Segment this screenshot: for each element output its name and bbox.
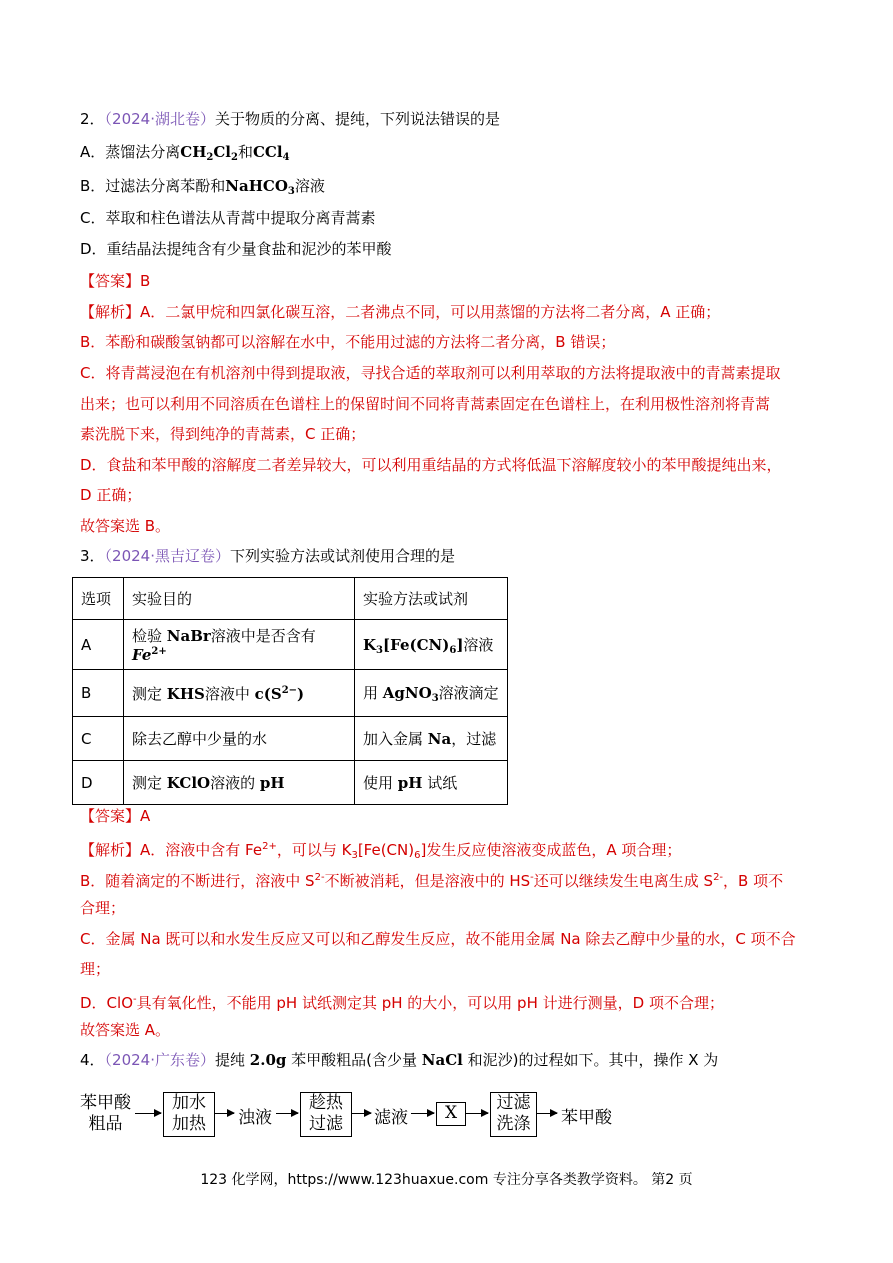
- flow-arrow: [214, 1113, 234, 1114]
- formula-ch2cl2: $CH_2Cl_2$: [180, 143, 238, 163]
- q4-source-tag: （2024·广东卷）: [104, 1051, 215, 1069]
- q2-explanation-line: B．苯酚和碳酸氢钠都可以溶解在水中，不能用过滤的方法将二者分离，B 错误；: [80, 333, 616, 351]
- purpose-cell: 检验 NaBr溶液中是否含有 $Fe^{2+}$: [124, 620, 355, 670]
- q4-stem: 4．（2024·广东卷）提纯 2.0g 苯甲酸粗品(含少量 NaCl 和泥沙)的过程如下。其中，操作 X 为: [80, 1051, 719, 1069]
- table-header-cell: 选项: [73, 578, 124, 620]
- q3-explanation-line: 合理；: [80, 899, 126, 917]
- flow-arrow: [351, 1113, 371, 1114]
- q2-answer: 【答案】B: [80, 272, 151, 290]
- flow-arrow: [465, 1113, 488, 1114]
- method-cell: 使用 pH 试纸: [355, 761, 508, 805]
- option-cell: A: [73, 620, 124, 670]
- q3-explanation-line: 【解析】A．溶液中含有 $Fe^{2+}$，可以与 $K_3[Fe(CN)_6]$发生反应使溶液变成蓝色，A 项合理；: [80, 841, 682, 861]
- option-cell: C: [73, 717, 124, 761]
- option-cell: D: [73, 761, 124, 805]
- flow-intermediate: 滤液: [374, 1108, 408, 1128]
- q3-explanation-line: B．随着滴定的不断进行，溶液中 $S^{2-}$不断被消耗，但是溶液中的 HS-还可以继续发生电离生成 $S^{2-}$，B 项不: [80, 872, 784, 890]
- q2-option-b: B．过滤法分离苯酚和NaHCO$_3$溶液: [80, 177, 325, 197]
- q3-source-tag: （2024·黑吉辽卷）: [104, 547, 230, 565]
- table-row: [73, 620, 508, 670]
- method-cell: 加入金属 Na，过滤: [355, 717, 508, 761]
- formula-ccl4: CCl$_4$: [252, 143, 290, 163]
- flow-arrow: [536, 1113, 557, 1114]
- table-row: [73, 717, 508, 761]
- formula-nahco3: NaHCO$_3$: [225, 177, 295, 197]
- page-footer: 123 化学网，https://www.123huaxue.com 专注分享各类教学资料。 第2 页: [200, 1172, 693, 1188]
- q3-answer: 【答案】A: [80, 807, 151, 825]
- flow-start: 苯甲酸 粗品: [80, 1093, 131, 1134]
- flow-arrow: [135, 1113, 161, 1114]
- flow-step-box: 趁热 过滤: [300, 1092, 352, 1137]
- method-cell: 用 AgNO$_3$溶液滴定: [355, 670, 508, 717]
- q2-explanation-line: 【解析】A．二氯甲烷和四氯化碳互溶，二者沸点不同，可以用蒸馏的方法将二者分离，A 正确；: [80, 303, 721, 321]
- flow-arrow: [276, 1113, 298, 1114]
- purpose-cell: 测定 KHS溶液中 $c(S^{2-})$: [124, 670, 355, 717]
- q3-options-table: [72, 577, 508, 805]
- table-header-cell: 实验方法或试剂: [355, 578, 508, 620]
- table-row: [73, 670, 508, 717]
- q2-stem: 2．（2024·湖北卷）关于物质的分离、提纯，下列说法错误的是: [80, 110, 501, 128]
- table-row: [73, 761, 508, 805]
- flow-step-box-x: X: [436, 1102, 466, 1126]
- q2-explanation-line: C．将青蒿浸泡在有机溶剂中得到提取液，寻找合适的萃取剂可以利用萃取的方法将提取液中的青蒿素提取: [80, 364, 781, 382]
- purpose-cell: 测定 KClO溶液的 pH: [124, 761, 355, 805]
- method-cell: $K_3[Fe(CN)_6]$溶液: [355, 620, 508, 670]
- q2-option-d: D．重结晶法提纯含有少量食盐和泥沙的苯甲酸: [80, 240, 392, 258]
- q2-explanation-line: D．食盐和苯甲酸的溶解度二者差异较大，可以利用重结晶的方式将低温下溶解度较小的苯甲酸提纯出来，: [80, 456, 782, 474]
- q3-stem: 3．（2024·黑吉辽卷）下列实验方法或试剂使用合理的是: [80, 547, 456, 565]
- q2-explanation-line: 出来；也可以利用不同溶质在色谱柱上的保留时间不同将青蒿素固定在色谱柱上，在利用极性溶剂将青蒿: [80, 395, 771, 413]
- q2-option-a: A．蒸馏法分离$CH_2Cl_2$和CCl$_4$: [80, 143, 290, 163]
- q2-explanation-line: 素洗脱下来，得到纯净的青蒿素，C 正确；: [80, 425, 366, 443]
- flow-arrow: [411, 1113, 434, 1114]
- flow-step-box: 加水 加热: [163, 1092, 215, 1137]
- q3-explanation-line: C．金属 Na 既可以和水发生反应又可以和乙醇发生反应，故不能用金属 Na 除去乙醇中少量的水，C 项不合: [80, 930, 796, 948]
- flow-intermediate: 浊液: [238, 1108, 272, 1128]
- purpose-cell: 除去乙醇中少量的水: [124, 717, 355, 761]
- q3-explanation-line: D．ClO-具有氧化性，不能用 pH 试纸测定其 pH 的大小，可以用 pH 计进行测量，D 项不合理；: [80, 994, 724, 1012]
- flow-step-box: 过滤 洗涤: [490, 1092, 537, 1137]
- q3-explanation-line: 理；: [80, 960, 111, 978]
- q2-source-tag: （2024·湖北卷）: [104, 110, 215, 128]
- q2-conclusion: 故答案选 B。: [80, 517, 171, 535]
- q2-explanation-line: D 正确；: [80, 486, 142, 504]
- table-header-cell: 实验目的: [124, 578, 355, 620]
- table-header-row: [73, 578, 508, 620]
- option-cell: B: [73, 670, 124, 717]
- q3-conclusion: 故答案选 A。: [80, 1021, 171, 1039]
- q2-option-c: C．萃取和柱色谱法从青蒿中提取分离青蒿素: [80, 209, 376, 227]
- flow-end: 苯甲酸: [561, 1108, 612, 1128]
